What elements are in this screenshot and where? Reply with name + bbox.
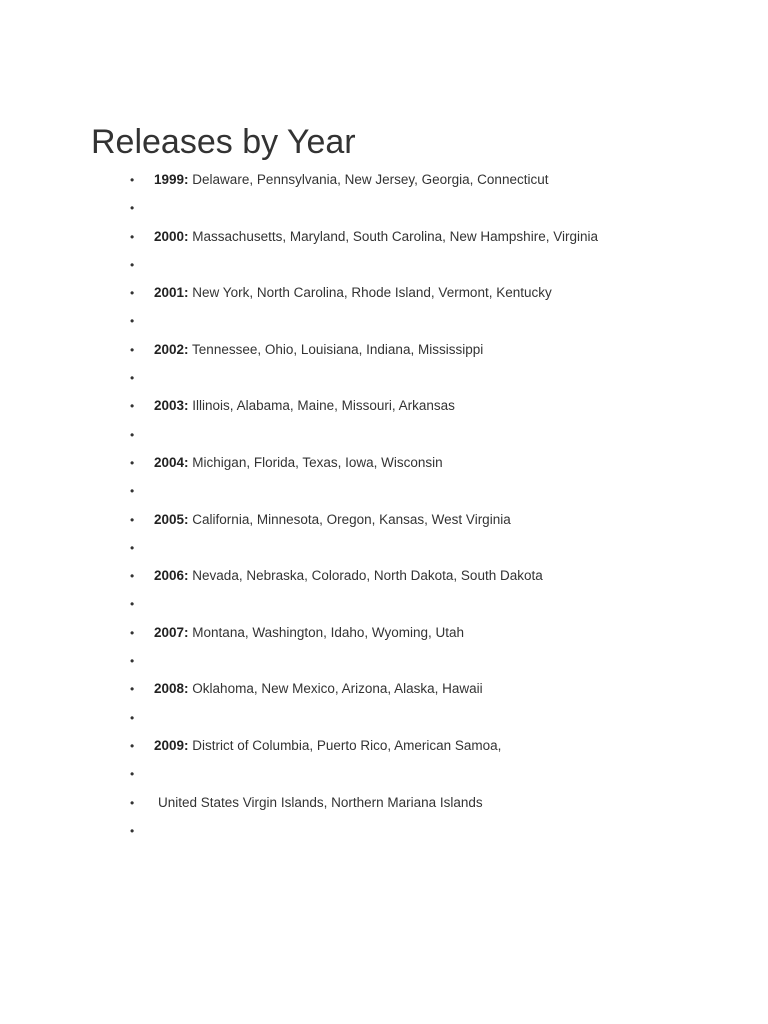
bullet-icon: • — [130, 314, 135, 329]
year-label: 2006: — [154, 568, 189, 584]
year-label: 1999: — [154, 172, 189, 187]
list-item-text — [154, 675, 483, 703]
states-text: Delaware, Pennsylvania, New Jersey, Georgia, Connecticut — [192, 172, 549, 187]
bullet-icon: • — [130, 201, 135, 216]
year-label: 2007: — [154, 624, 189, 640]
states-text: Massachusetts, Maryland, South Carolina, New Hampshire, Virginia — [192, 228, 598, 244]
list-item-text — [154, 166, 548, 194]
states-text: Nevada, Nebraska, Colorado, North Dakota, South Dakota — [192, 568, 543, 584]
page-title: Releases by Year — [91, 123, 356, 161]
bullet-icon: • — [130, 654, 135, 669]
bullet-icon: • — [130, 455, 135, 470]
bullet-icon: • — [130, 597, 135, 612]
bullet-icon: • — [130, 767, 135, 782]
year-label: 2002: — [154, 341, 189, 357]
list-item-text — [154, 732, 501, 760]
list-item-text — [154, 449, 443, 477]
bullet-icon: • — [130, 682, 135, 697]
bullet-icon: • — [130, 229, 135, 244]
year-label: 2008: — [154, 681, 189, 697]
states-text: District of Columbia, Puerto Rico, American Samoa, — [192, 737, 502, 753]
year-label: 2004: — [154, 454, 189, 470]
year-label: 2001: — [154, 285, 189, 301]
states-text: Michigan, Florida, Texas, Iowa, Wisconsin — [192, 454, 443, 470]
list-item-text — [154, 279, 552, 307]
bullet-icon: • — [130, 399, 135, 414]
bullet-icon: • — [130, 257, 135, 272]
states-text: Illinois, Alabama, Maine, Missouri, Arkansas — [192, 398, 455, 414]
bullet-icon: • — [130, 823, 135, 838]
bullet-icon: • — [130, 342, 135, 357]
states-text: Oklahoma, New Mexico, Arizona, Alaska, Hawaii — [192, 681, 483, 697]
states-text: Montana, Washington, Idaho, Wyoming, Utah — [192, 624, 465, 640]
states-text: United States Virgin Islands, Northern Mariana Islands — [158, 794, 483, 810]
states-text: California, Minnesota, Oregon, Kansas, West Virginia — [192, 511, 511, 527]
year-label: 2000: — [154, 228, 189, 244]
year-label: 2005: — [154, 511, 189, 527]
states-text: Tennessee, Ohio, Louisiana, Indiana, Mississippi — [192, 341, 484, 357]
list-item-text — [154, 619, 464, 647]
bullet-icon: • — [130, 738, 135, 753]
year-label: 2003: — [154, 398, 189, 414]
bullet-icon: • — [130, 173, 135, 187]
bullet-icon: • — [130, 371, 135, 386]
bullet-icon: • — [130, 569, 135, 584]
year-label: 2009: — [154, 737, 189, 753]
list-item-text — [154, 336, 483, 364]
bullet-icon: • — [130, 540, 135, 555]
list-item-text — [154, 392, 455, 420]
bullet-icon: • — [130, 795, 135, 810]
list-item-text — [158, 789, 483, 817]
bullet-icon: • — [130, 710, 135, 725]
bullet-icon: • — [130, 286, 135, 301]
states-text: New York, North Carolina, Rhode Island, Vermont, Kentucky — [192, 285, 552, 301]
bullet-icon: • — [130, 512, 135, 527]
bullet-icon: • — [130, 427, 135, 442]
list-item-text — [154, 562, 543, 590]
bullet-icon: • — [130, 484, 135, 499]
list-item-text — [154, 223, 598, 251]
bullet-icon: • — [130, 625, 135, 640]
list-item-text — [154, 506, 511, 534]
